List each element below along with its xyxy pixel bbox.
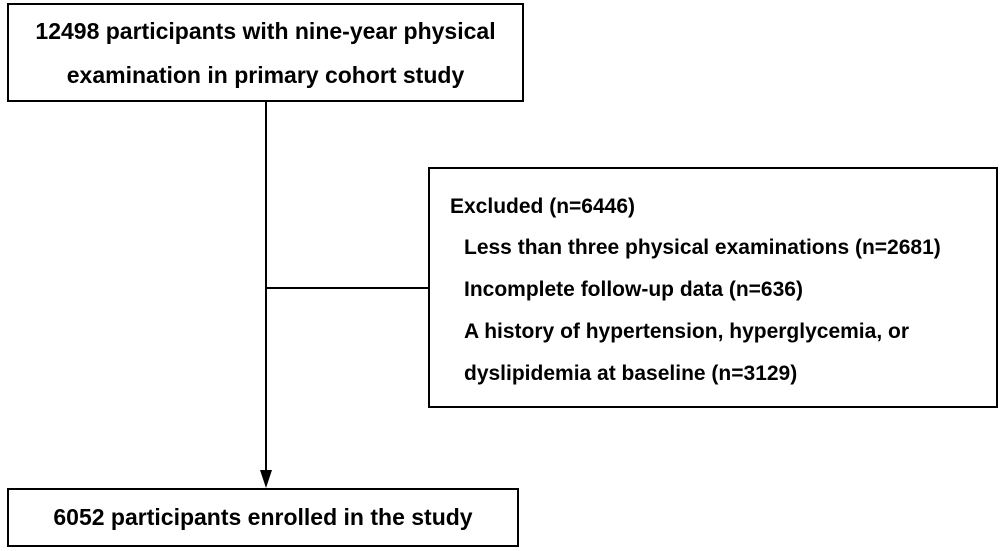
initial-cohort-line-2: examination in primary cohort study [66,61,465,88]
exclusion-box [428,167,998,408]
initial-cohort-line-1: 12498 participants with nine-year physical [35,17,496,44]
exclusion-heading: Excluded (n=6446) [450,195,635,218]
exclusion-item: A history of hypertension, hyperglycemia, or [464,320,909,343]
arrowhead-down-icon [260,470,272,488]
exclusion-item: dyslipidemia at baseline (n=3129) [464,362,798,385]
exclusion-item: Incomplete follow-up data (n=636) [464,278,803,301]
initial-cohort-box [7,3,524,102]
exclusion-item: Less than three physical examinations (n=2681) [464,236,941,259]
enrolled-text: 6052 participants enrolled in the study [53,504,473,530]
enrolled-box [7,488,519,547]
